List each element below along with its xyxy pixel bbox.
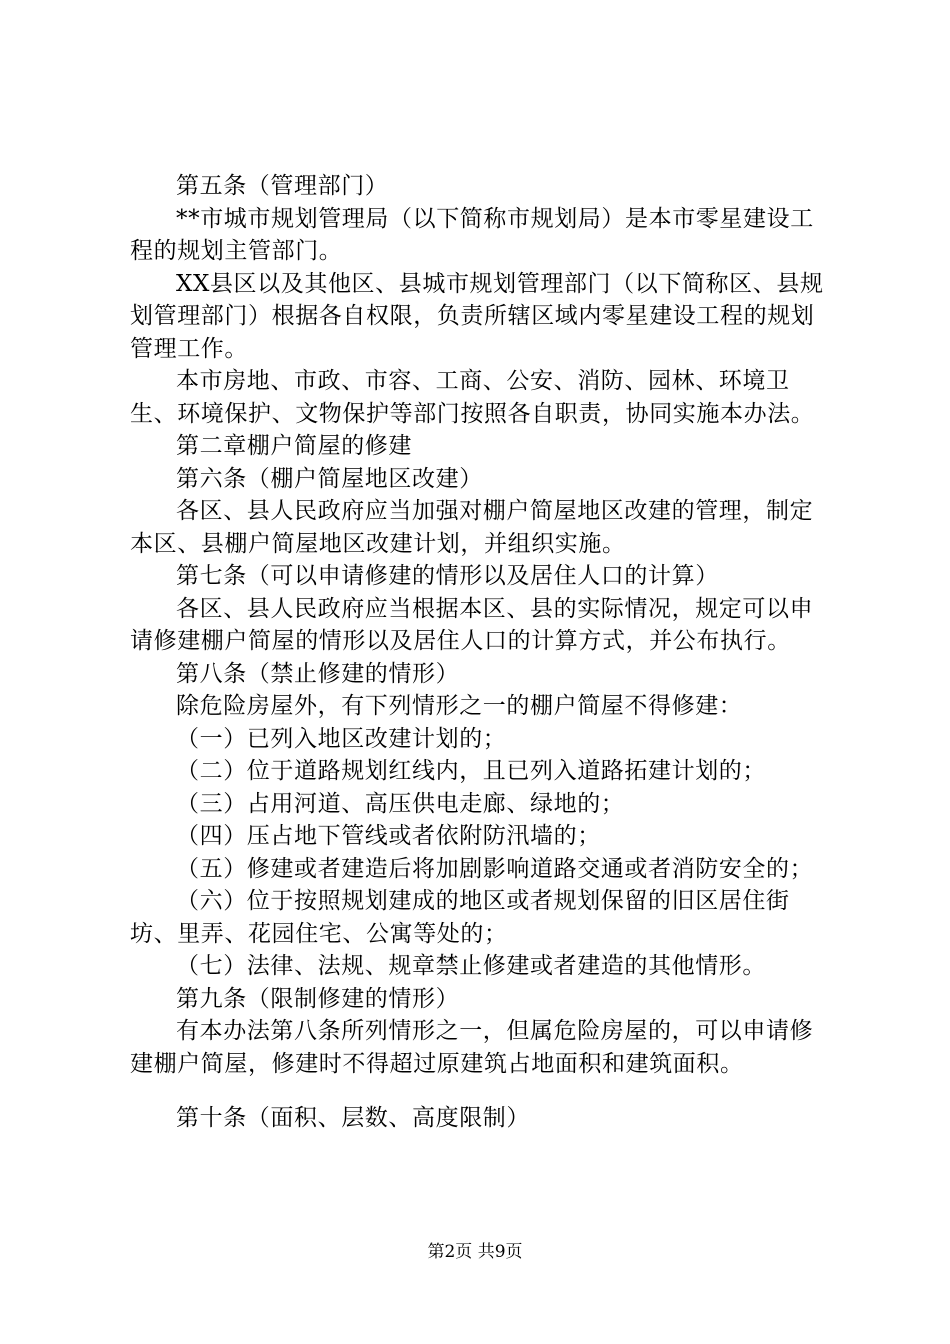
paragraph-article-9-body: 有本办法第八条所列情形之一，但属危险房屋的，可以申请修建棚户简屋，修建时不得超过原建筑占地面积和建筑面积。 — [130, 1018, 814, 1077]
article-9-heading: 第九条（限制修建的情形） — [176, 985, 460, 1012]
paragraph-article-8-intro: 除危险房屋外，有下列情形之一的棚户简屋不得修建： — [176, 693, 743, 719]
list-item-1: （一）已列入地区改建计划的； — [176, 725, 507, 752]
paragraph-article-6-body: 各区、县人民政府应当加强对棚户简屋地区改建的管理，制定本区、县棚户简屋地区改建计划，并组织实施。 — [130, 498, 814, 557]
article-8-heading: 第八条（禁止修建的情形） — [176, 660, 460, 687]
page-number-footer: 第2页 共9页 — [427, 1242, 523, 1262]
list-item-6: （六）位于按照规划建成的地区或者规划保留的旧区居住街坊、里弄、花园住宅、公寓等处的； — [130, 888, 790, 947]
list-item-2: （二）位于道路规划红线内，且已列入道路拓建计划的； — [176, 758, 766, 784]
chapter-2-heading: 第二章棚户简屋的修建 — [176, 433, 412, 459]
paragraph-district-planning-departments: XX县区以及其他区、县城市规划管理部门（以下简称区、县规划管理部门）根据各自权限，负责所辖区域内零星建设工程的规划管理工作。 — [130, 270, 824, 362]
article-10-heading: 第十条（面积、层数、高度限制） — [176, 1105, 530, 1131]
list-item-4: （四）压占地下管线或者依附防汛墙的； — [176, 823, 601, 849]
list-item-3: （三）占用河道、高压供电走廊、绿地的； — [176, 790, 625, 817]
paragraph-article-7-body: 各区、县人民政府应当根据本区、县的实际情况，规定可以申请修建棚户简屋的情形以及居住人口的计算方式，并公布执行。 — [130, 595, 814, 654]
article-6-heading: 第六条（棚户简屋地区改建） — [176, 465, 483, 492]
paragraph-city-planning-bureau: **市城市规划管理局（以下简称市规划局）是本市零星建设工程的规划主管部门。 — [130, 205, 814, 264]
document-body — [130, 170, 830, 1135]
article-5-heading: 第五条（管理部门） — [176, 173, 389, 199]
article-7-heading: 第七条（可以申请修建的情形以及居住人口的计算） — [176, 563, 719, 589]
list-item-7: （七）法律、法规、规章禁止修建或者建造的其他情形。 — [176, 953, 766, 979]
list-item-5: （五）修建或者建造后将加剧影响道路交通或者消防安全的； — [176, 855, 814, 882]
paragraph-gap — [130, 1080, 830, 1102]
paragraph-cooperating-departments: 本市房地、市政、市容、工商、公安、消防、园林、环境卫生、环境保护、文物保护等部门按照各自职责，协同实施本办法。 — [130, 368, 815, 427]
